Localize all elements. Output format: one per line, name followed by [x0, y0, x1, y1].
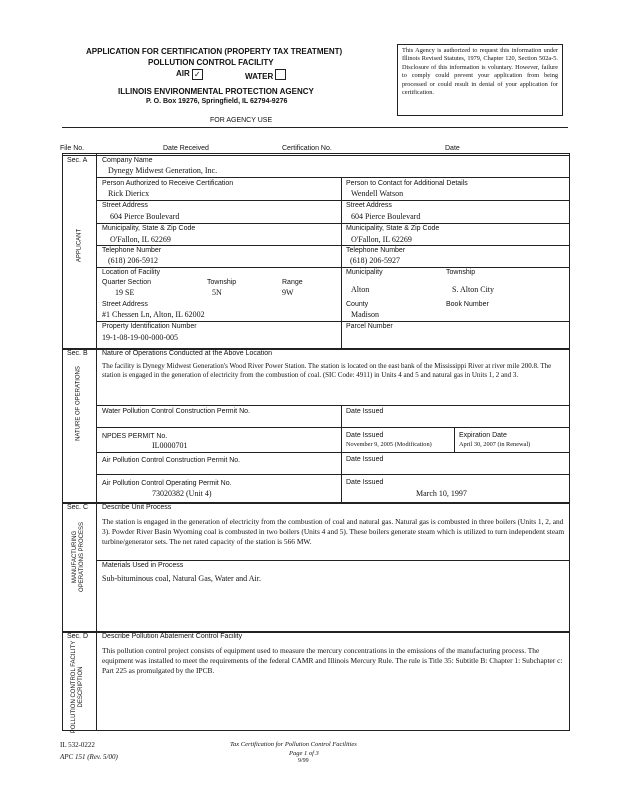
range: 9W — [282, 288, 294, 297]
sec-a-tag: Sec. A — [67, 157, 88, 164]
fac-street: #1 Chessen Ln, Alton, IL 62002 — [102, 310, 205, 319]
divider — [96, 560, 569, 561]
ap-operating-number: 73020382 (Unit 4) — [152, 489, 212, 498]
water-label: WATER — [245, 72, 274, 81]
sec-d-side-label: POLLUTION CONTROL FACILITY DESCRIPTION — [71, 640, 84, 734]
township-label: Township — [207, 279, 237, 286]
quarter: 19 SE — [115, 288, 135, 297]
air-checkbox[interactable]: ✓ — [192, 69, 203, 80]
divider — [62, 127, 568, 128]
divider — [341, 177, 342, 348]
sec-d-heading: Describe Pollution Abatement Control Facility — [102, 633, 243, 640]
location-label: Location of Facility — [102, 269, 160, 276]
book-number-label: Book Number — [446, 301, 489, 308]
agency-use-label: FOR AGENCY USE — [210, 117, 273, 124]
divider — [96, 267, 569, 268]
township: 5N — [212, 288, 222, 297]
municipality-label: Municipality — [346, 269, 383, 276]
person-contact-label: Person to Contact for Additional Details — [346, 180, 468, 187]
range-label: Range — [282, 279, 303, 286]
street1: 604 Pierce Boulevard — [110, 212, 180, 221]
divider — [96, 474, 569, 475]
water-option[interactable] — [245, 69, 286, 81]
file-no-label: File No. — [60, 145, 85, 152]
ap-operating-date-label: Date Issued — [346, 479, 384, 486]
county: Madison — [351, 310, 379, 319]
sec-b-tag: Sec. B — [67, 350, 88, 357]
sec-b-heading: Nature of Operations Conducted at the Above Location — [102, 350, 273, 357]
npdes-date-issued-label: Date Issued — [346, 432, 384, 439]
agency-address: P. O. Box 19276, Springfield, IL 62794-9276 — [146, 98, 288, 105]
form-revision: APC 151 (Rev. 5/00) — [60, 753, 118, 761]
municipality: Alton — [351, 285, 370, 294]
sec-b-side-label: NATURE OF OPERATIONS — [75, 366, 82, 441]
air-label: AIR — [176, 69, 190, 78]
sec-c-tag: Sec. C — [67, 504, 89, 511]
date-received-label: Date Received — [163, 145, 209, 152]
person-contact: Wendell Watson — [351, 189, 404, 198]
fac-street-label: Street Address — [102, 301, 148, 308]
pin-label: Property Identification Number — [102, 323, 197, 330]
phone1-label: Telephone Number — [102, 247, 162, 254]
street2: 604 Pierce Boulevard — [351, 212, 421, 221]
person-auth: Rick Diericx — [108, 189, 150, 198]
divider — [96, 321, 569, 322]
divider — [454, 427, 455, 452]
street1-label: Street Address — [102, 202, 148, 209]
divider — [96, 427, 569, 428]
pin: 19-1-08-19-00-000-005 — [102, 333, 178, 342]
muni1-label: Municipality, State & Zip Code — [102, 225, 196, 232]
phone1: (618) 206-5912 — [108, 256, 158, 265]
sec-d-text: This pollution control project consists of equipment used to measure the mercury concentrations in the emissions of the manufacturing process. The equipment was installed to meet the requirements of the federal CAMR and Illinois Mercury Rule. The rule is Title 35: Subtitle B: Chapter 1: Subchapter c: Part 225 as promulgated by the IPCB. — [102, 646, 563, 676]
npdes-date: November 9, 2005 (Modification) — [346, 441, 432, 448]
sec-a-side-label: APPLICANT — [76, 228, 83, 263]
ap-construction-date-label: Date Issued — [346, 456, 384, 463]
ap-operating-date: March 10, 1997 — [416, 489, 467, 498]
muni1: O'Fallon, IL 62269 — [110, 235, 171, 244]
wp-permit-label: Water Pollution Control Construction Permit No. — [102, 408, 250, 415]
divider — [96, 153, 97, 730]
muni2-label: Municipality, State & Zip Code — [346, 225, 440, 232]
sec-c-side-label: MANUFACTURING OPERATIONS PROCESS — [72, 522, 85, 592]
muni2: O'Fallon, IL 62269 — [351, 235, 412, 244]
ap-operating-label: Air Pollution Control Operating Permit No. — [102, 480, 232, 487]
sec-c-text: The station is engaged in the generation of electricity from the combustion of coal and natural gas. Natural gas is combusted in three boilers (Units 1, 2, and 3). Powder River Basin Wyoming coal is combusted in two boilers (Units 4 and 5). These boilers generate steam which is utilized to turn independent steam turbine/generator sets. The net rated capacity of the station is 566 MW. — [102, 517, 565, 547]
divider — [96, 452, 569, 453]
expiration-date: April 30, 2007 (in Renewal) — [459, 441, 531, 448]
npdes-label: NPDES PERMIT No. — [102, 433, 168, 440]
divider — [96, 200, 569, 201]
agency-name: ILLINOIS ENVIRONMENTAL PROTECTION AGENCY — [118, 87, 314, 96]
disclosure-notice: This Agency is authorized to request this information under Illinois Revised Statutes, 1979, Chapter 120, Section 502a-5. Disclosure of this information is voluntary. However, failure to comply could prevent your application from being processed or could result in denial of your application for certification. — [402, 47, 558, 97]
county-label: County — [346, 301, 369, 308]
township2: S. Alton City — [452, 285, 495, 294]
street2-label: Street Address — [346, 202, 392, 209]
ap-construction-label: Air Pollution Control Construction Permit No. — [102, 457, 241, 464]
divider — [96, 223, 569, 224]
divider — [96, 405, 569, 406]
materials: Sub-bituminous coal, Natural Gas, Water and Air. — [102, 574, 261, 583]
materials-label: Materials Used in Process — [102, 562, 184, 569]
sec-b-text: The facility is Dynegy Midwest Generation's Wood River Power Station. The station is located on the east bank of the Mississippi River at river mile 200.8. The station is engaged in the generation of electricity from the combustion of coal. (SIC Code: 4911) in Units 4 and 5 and natural gas in Units 1, 2 and 3. — [102, 362, 552, 380]
certification-no-label: Certification No. — [282, 145, 332, 152]
divider — [96, 177, 569, 178]
quarter-label: Quarter Section — [102, 279, 152, 286]
air-option[interactable] — [176, 69, 203, 80]
disclosure-notice-box — [397, 44, 563, 116]
divider — [62, 155, 569, 156]
water-checkbox[interactable] — [275, 69, 286, 80]
sec-d-tag: Sec. D — [67, 633, 89, 640]
date-label: Date — [445, 145, 460, 152]
page-number: Page 1 of 3 — [289, 750, 319, 757]
form-number: IL 532-0222 — [60, 741, 95, 749]
company-name-label: Company Name — [102, 157, 153, 164]
divider — [96, 245, 569, 246]
footer-date: 9/99 — [298, 758, 309, 764]
phone2-label: Telephone Number — [346, 247, 406, 254]
divider — [341, 405, 342, 502]
npdes-number: IL0000701 — [152, 441, 188, 450]
form-title: APPLICATION FOR CERTIFICATION (PROPERTY TAX TREATMENT) — [86, 47, 343, 56]
wp-date-issued-label: Date Issued — [346, 408, 384, 415]
township2-label: Township — [446, 269, 476, 276]
company-name: Dynegy Midwest Generation, Inc. — [108, 166, 218, 175]
phone2: (618) 206-5927 — [350, 256, 400, 265]
footer-title: Tax Certification for Pollution Control Facilities — [230, 741, 357, 748]
sec-c-heading: Describe Unit Process — [102, 504, 172, 511]
parcel-label: Parcel Number — [346, 323, 393, 330]
expiration-label: Expiration Date — [459, 432, 507, 439]
form-subtitle: POLLUTION CONTROL FACILITY — [148, 58, 274, 67]
person-auth-label: Person Authorized to Receive Certification — [102, 180, 234, 187]
